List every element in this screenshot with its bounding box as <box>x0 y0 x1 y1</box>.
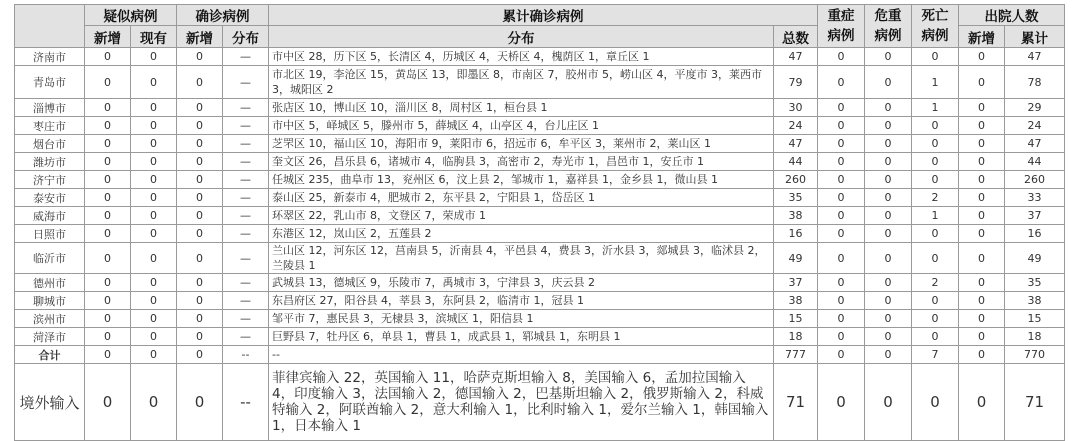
critical-cell: 0 <box>865 346 912 364</box>
suspected-current-cell: 0 <box>131 346 177 364</box>
cumulative-total-cell: 24 <box>774 117 818 135</box>
suspected-new-cell: 0 <box>85 364 131 441</box>
cumulative-distribution-cell: 武城县 13，德城区 9，乐陵市 7，禹城市 3，宁津县 3，庆云县 2 <box>269 274 774 292</box>
confirmed-distribution-cell: — <box>223 66 269 99</box>
confirmed-new-cell: 0 <box>177 99 223 117</box>
table-row <box>15 99 1065 117</box>
confirmed-distribution-cell: — <box>223 292 269 310</box>
discharged-new-cell: 0 <box>959 225 1005 243</box>
discharged-new-cell: 0 <box>959 189 1005 207</box>
severe-header <box>818 5 865 48</box>
critical-header <box>865 5 912 48</box>
death-cell: 0 <box>912 135 959 153</box>
confirmed-distribution-cell: — <box>223 274 269 292</box>
city-cell: 聊城市 <box>15 292 85 310</box>
cumulative-total-cell: 47 <box>774 135 818 153</box>
cumulative-total-cell: 18 <box>774 328 818 346</box>
suspected-current-cell: 0 <box>131 364 177 441</box>
discharged-cumulative-cell: 33 <box>1005 189 1065 207</box>
table-row <box>15 207 1065 225</box>
city-cell: 枣庄市 <box>15 117 85 135</box>
severe-cell: 0 <box>818 153 865 171</box>
critical-cell: 0 <box>865 243 912 274</box>
city-cell: 烟台市 <box>15 135 85 153</box>
critical-cell: 0 <box>865 207 912 225</box>
severe-cell: 0 <box>818 99 865 117</box>
discharged-new-cell: 0 <box>959 135 1005 153</box>
suspected-current-cell: 0 <box>131 189 177 207</box>
city-cell: 境外输入 <box>15 364 85 441</box>
suspected-current-cell: 0 <box>131 225 177 243</box>
suspected-current-header: 现有 <box>131 26 177 48</box>
table-row <box>15 117 1065 135</box>
death-cell: 0 <box>912 117 959 135</box>
cumulative-total-cell: 15 <box>774 310 818 328</box>
death-header-line2: 病例 <box>921 28 949 44</box>
death-cell: 2 <box>912 274 959 292</box>
severe-cell: 0 <box>818 364 865 441</box>
suspected-current-cell: 0 <box>131 274 177 292</box>
cumulative-distribution-cell: 兰山区 12，河东区 12，莒南县 5，沂南县 4，平邑县 4，费县 3，沂水县 3，郯城县 3，临沭县 2，兰陵县 1 <box>269 243 774 274</box>
confirmed-distribution-header: 分布 <box>223 26 269 48</box>
cumulative-distribution-cell: 市北区 19，李沧区 15，黄岛区 13，即墨区 8，市南区 7，胶州市 5，崂山区 4，平度市 3，莱西市 3，城阳区 2 <box>269 66 774 99</box>
city-cell: 菏泽市 <box>15 328 85 346</box>
suspected-current-cell: 0 <box>131 117 177 135</box>
death-cell: 0 <box>912 153 959 171</box>
suspected-new-cell: 0 <box>85 328 131 346</box>
table-row <box>15 153 1065 171</box>
severe-cell: 0 <box>818 66 865 99</box>
suspected-new-cell: 0 <box>85 292 131 310</box>
death-cell: 2 <box>912 189 959 207</box>
confirmed-new-cell: 0 <box>177 48 223 66</box>
table-row <box>15 66 1065 99</box>
cumulative-total-cell: 35 <box>774 189 818 207</box>
discharged-cumulative-cell: 49 <box>1005 243 1065 274</box>
suspected-new-header: 新增 <box>85 26 131 48</box>
suspected-header: 疑似病例 <box>85 5 177 26</box>
confirmed-distribution-cell: — <box>223 225 269 243</box>
discharged-cumulative-cell: 16 <box>1005 225 1065 243</box>
discharged-cumulative-cell: 37 <box>1005 207 1065 225</box>
confirmed-distribution-cell: -- <box>223 346 269 364</box>
city-cell: 青岛市 <box>15 66 85 99</box>
city-cell: 日照市 <box>15 225 85 243</box>
critical-cell: 0 <box>865 292 912 310</box>
table-row <box>15 189 1065 207</box>
suspected-new-cell: 0 <box>85 274 131 292</box>
cumulative-total-cell: 38 <box>774 207 818 225</box>
cumulative-total-cell: 71 <box>774 364 818 441</box>
confirmed-distribution-cell: — <box>223 135 269 153</box>
death-header-line1: 死亡 <box>921 8 949 24</box>
confirmed-new-cell: 0 <box>177 189 223 207</box>
suspected-current-cell: 0 <box>131 310 177 328</box>
city-cell: 潍坊市 <box>15 153 85 171</box>
table-row <box>15 292 1065 310</box>
confirmed-distribution-cell: — <box>223 171 269 189</box>
discharged-new-cell: 0 <box>959 328 1005 346</box>
severe-cell: 0 <box>818 243 865 274</box>
discharged-cumulative-cell: 38 <box>1005 292 1065 310</box>
suspected-current-cell: 0 <box>131 48 177 66</box>
death-cell: 1 <box>912 207 959 225</box>
confirmed-distribution-cell: — <box>223 328 269 346</box>
discharged-new-cell: 0 <box>959 153 1005 171</box>
discharged-cumulative-cell: 71 <box>1005 364 1065 441</box>
cumulative-total-cell: 777 <box>774 346 818 364</box>
discharged-new-cell: 0 <box>959 66 1005 99</box>
discharged-new-cell: 0 <box>959 99 1005 117</box>
suspected-new-cell: 0 <box>85 66 131 99</box>
suspected-new-cell: 0 <box>85 171 131 189</box>
cumulative-distribution-cell: 奎文区 26，昌乐县 6，诸城市 4，临朐县 3，高密市 2，寿光市 1，昌邑市 1，安丘市 1 <box>269 153 774 171</box>
suspected-current-cell: 0 <box>131 153 177 171</box>
cumulative-distribution-cell: 泰山区 25，新泰市 4，肥城市 2，东平县 2，宁阳县 1，岱岳区 1 <box>269 189 774 207</box>
discharged-cumulative-cell: 18 <box>1005 328 1065 346</box>
confirmed-new-cell: 0 <box>177 135 223 153</box>
suspected-new-cell: 0 <box>85 346 131 364</box>
cumulative-distribution-cell: 邹平市 7，惠民县 3，无棣县 3，滨城区 1，阳信县 1 <box>269 310 774 328</box>
discharged-cumulative-cell: 24 <box>1005 117 1065 135</box>
death-cell: 0 <box>912 364 959 441</box>
table-row <box>15 274 1065 292</box>
death-cell: 0 <box>912 328 959 346</box>
table-row <box>15 135 1065 153</box>
cumulative-distribution-header: 分布 <box>269 26 774 48</box>
suspected-new-cell: 0 <box>85 310 131 328</box>
cumulative-distribution-cell: -- <box>269 346 774 364</box>
confirmed-new-cell: 0 <box>177 66 223 99</box>
suspected-new-cell: 0 <box>85 48 131 66</box>
discharged-new-header: 新增 <box>959 26 1005 48</box>
discharged-cumulative-cell: 770 <box>1005 346 1065 364</box>
suspected-new-cell: 0 <box>85 135 131 153</box>
table-row <box>15 243 1065 274</box>
severe-cell: 0 <box>818 207 865 225</box>
table-row <box>15 171 1065 189</box>
cumulative-distribution-cell: 东昌府区 27，阳谷县 4，莘县 3，东阿县 2，临清市 1，冠县 1 <box>269 292 774 310</box>
city-cell: 临沂市 <box>15 243 85 274</box>
discharged-new-cell: 0 <box>959 364 1005 441</box>
city-cell: 济南市 <box>15 48 85 66</box>
severe-cell: 0 <box>818 328 865 346</box>
suspected-current-cell: 0 <box>131 207 177 225</box>
confirmed-distribution-cell: — <box>223 243 269 274</box>
critical-cell: 0 <box>865 117 912 135</box>
suspected-new-cell: 0 <box>85 243 131 274</box>
city-cell: 济宁市 <box>15 171 85 189</box>
cumulative-total-cell: 37 <box>774 274 818 292</box>
discharged-cumulative-cell: 47 <box>1005 48 1065 66</box>
discharged-cumulative-cell: 47 <box>1005 135 1065 153</box>
cumulative-total-cell: 16 <box>774 225 818 243</box>
suspected-new-cell: 0 <box>85 189 131 207</box>
discharged-cumulative-cell: 35 <box>1005 274 1065 292</box>
table-row <box>15 328 1065 346</box>
confirmed-distribution-cell: — <box>223 48 269 66</box>
death-cell: 1 <box>912 66 959 99</box>
confirmed-distribution-cell: — <box>223 153 269 171</box>
severe-cell: 0 <box>818 292 865 310</box>
confirmed-new-cell: 0 <box>177 225 223 243</box>
death-cell: 0 <box>912 292 959 310</box>
confirmed-new-cell: 0 <box>177 310 223 328</box>
critical-cell: 0 <box>865 66 912 99</box>
cumulative-total-cell: 79 <box>774 66 818 99</box>
discharged-cumulative-cell: 15 <box>1005 310 1065 328</box>
critical-cell: 0 <box>865 99 912 117</box>
confirmed-new-cell: 0 <box>177 328 223 346</box>
table-row <box>15 48 1065 66</box>
critical-cell: 0 <box>865 135 912 153</box>
severe-cell: 0 <box>818 135 865 153</box>
severe-cell: 0 <box>818 48 865 66</box>
discharged-new-cell: 0 <box>959 117 1005 135</box>
suspected-new-cell: 0 <box>85 153 131 171</box>
suspected-new-cell: 0 <box>85 207 131 225</box>
severe-cell: 0 <box>818 346 865 364</box>
city-cell: 淄博市 <box>15 99 85 117</box>
death-cell: 0 <box>912 171 959 189</box>
severe-header-line2: 病例 <box>827 28 855 44</box>
confirmed-distribution-cell: — <box>223 310 269 328</box>
suspected-current-cell: 0 <box>131 328 177 346</box>
confirmed-new-cell: 0 <box>177 274 223 292</box>
cumulative-distribution-cell: 菲律宾输入 22，英国输入 11，哈萨克斯坦输入 8，美国输入 6，孟加拉国输入 4，印度输入 3，法国输入 2，德国输入 2，巴基斯坦输入 2，俄罗斯输入 2，科威特输入 2，阿联酋输入 2，意大利输入 1，比利时输入 1，爱尔兰输入 1，韩国输入 1，日本输入 1 <box>269 364 774 441</box>
covid-stats-table <box>14 4 1065 441</box>
confirmed-distribution-cell: — <box>223 117 269 135</box>
critical-header-line2: 病例 <box>874 28 902 44</box>
confirmed-new-cell: 0 <box>177 292 223 310</box>
discharged-new-cell: 0 <box>959 274 1005 292</box>
discharged-new-cell: 0 <box>959 310 1005 328</box>
confirmed-new-cell: 0 <box>177 346 223 364</box>
severe-cell: 0 <box>818 171 865 189</box>
discharged-new-cell: 0 <box>959 207 1005 225</box>
suspected-current-cell: 0 <box>131 66 177 99</box>
cumulative-total-header: 总数 <box>774 26 818 48</box>
cumulative-header: 累计确诊病例 <box>269 5 818 26</box>
suspected-current-cell: 0 <box>131 171 177 189</box>
severe-cell: 0 <box>818 189 865 207</box>
cumulative-total-cell: 49 <box>774 243 818 274</box>
confirmed-new-cell: 0 <box>177 171 223 189</box>
confirmed-new-cell: 0 <box>177 117 223 135</box>
city-cell: 德州市 <box>15 274 85 292</box>
table-row <box>15 225 1065 243</box>
cumulative-distribution-cell: 市中区 28，历下区 5，长清区 4，历城区 4，天桥区 4，槐荫区 1，章丘区 1 <box>269 48 774 66</box>
city-header <box>15 5 85 48</box>
confirmed-new-cell: 0 <box>177 364 223 441</box>
discharged-new-cell: 0 <box>959 243 1005 274</box>
suspected-current-cell: 0 <box>131 243 177 274</box>
severe-cell: 0 <box>818 117 865 135</box>
death-cell: 1 <box>912 99 959 117</box>
confirmed-distribution-cell: — <box>223 189 269 207</box>
death-cell: 0 <box>912 243 959 274</box>
critical-cell: 0 <box>865 48 912 66</box>
confirmed-distribution-cell: — <box>223 207 269 225</box>
imported-cases-row <box>15 364 1065 441</box>
total-row <box>15 346 1065 364</box>
severe-header-line1: 重症 <box>827 8 855 24</box>
discharged-new-cell: 0 <box>959 346 1005 364</box>
cumulative-total-cell: 44 <box>774 153 818 171</box>
cumulative-distribution-cell: 东港区 12，岚山区 2，五莲县 2 <box>269 225 774 243</box>
suspected-new-cell: 0 <box>85 117 131 135</box>
severe-cell: 0 <box>818 310 865 328</box>
discharged-cumulative-cell: 29 <box>1005 99 1065 117</box>
city-cell: 威海市 <box>15 207 85 225</box>
suspected-current-cell: 0 <box>131 135 177 153</box>
critical-cell: 0 <box>865 364 912 441</box>
cumulative-total-cell: 30 <box>774 99 818 117</box>
critical-cell: 0 <box>865 310 912 328</box>
death-cell: 0 <box>912 310 959 328</box>
suspected-current-cell: 0 <box>131 99 177 117</box>
cumulative-distribution-cell: 芝罘区 10，福山区 10，海阳市 9，莱阳市 6，招远市 6，牟平区 3，莱州市 2，莱山区 1 <box>269 135 774 153</box>
critical-header-line1: 危重 <box>874 8 902 24</box>
severe-cell: 0 <box>818 225 865 243</box>
suspected-current-cell: 0 <box>131 292 177 310</box>
critical-cell: 0 <box>865 171 912 189</box>
cumulative-distribution-cell: 巨野县 7，牡丹区 6，单县 1，曹县 1，成武县 1，郓城县 1，东明县 1 <box>269 328 774 346</box>
table-row <box>15 310 1065 328</box>
discharged-cumulative-cell: 44 <box>1005 153 1065 171</box>
discharged-new-cell: 0 <box>959 171 1005 189</box>
cumulative-distribution-cell: 任城区 235，曲阜市 13，兖州区 6，汶上县 2，邹城市 1，嘉祥县 1，金乡县 1，微山县 1 <box>269 171 774 189</box>
table-body <box>15 48 1065 441</box>
suspected-new-cell: 0 <box>85 99 131 117</box>
suspected-new-cell: 0 <box>85 225 131 243</box>
cumulative-distribution-cell: 张店区 10，博山区 10，淄川区 8，周村区 1，桓台县 1 <box>269 99 774 117</box>
critical-cell: 0 <box>865 225 912 243</box>
cumulative-total-cell: 260 <box>774 171 818 189</box>
discharged-new-cell: 0 <box>959 48 1005 66</box>
cumulative-total-cell: 38 <box>774 292 818 310</box>
city-cell: 滨州市 <box>15 310 85 328</box>
critical-cell: 0 <box>865 328 912 346</box>
discharged-cumulative-cell: 260 <box>1005 171 1065 189</box>
critical-cell: 0 <box>865 153 912 171</box>
confirmed-new-header: 新增 <box>177 26 223 48</box>
critical-cell: 0 <box>865 274 912 292</box>
confirmed-new-cell: 0 <box>177 207 223 225</box>
discharged-header: 出院人数 <box>959 5 1065 26</box>
city-cell: 泰安市 <box>15 189 85 207</box>
discharged-cumulative-cell: 78 <box>1005 66 1065 99</box>
death-header <box>912 5 959 48</box>
cumulative-distribution-cell: 市中区 5，峄城区 5，滕州市 5，薛城区 4，山亭区 4，台儿庄区 1 <box>269 117 774 135</box>
discharged-cumulative-header: 累计 <box>1005 26 1065 48</box>
cumulative-distribution-cell: 环翠区 22，乳山市 8，文登区 7，荣成市 1 <box>269 207 774 225</box>
critical-cell: 0 <box>865 189 912 207</box>
discharged-new-cell: 0 <box>959 292 1005 310</box>
city-cell: 合计 <box>15 346 85 364</box>
confirmed-distribution-cell: — <box>223 99 269 117</box>
severe-cell: 0 <box>818 274 865 292</box>
death-cell: 0 <box>912 48 959 66</box>
confirmed-new-cell: 0 <box>177 153 223 171</box>
confirmed-header: 确诊病例 <box>177 5 269 26</box>
confirmed-distribution-cell: -- <box>223 364 269 441</box>
cumulative-total-cell: 47 <box>774 48 818 66</box>
confirmed-new-cell: 0 <box>177 243 223 274</box>
death-cell: 7 <box>912 346 959 364</box>
death-cell: 0 <box>912 225 959 243</box>
